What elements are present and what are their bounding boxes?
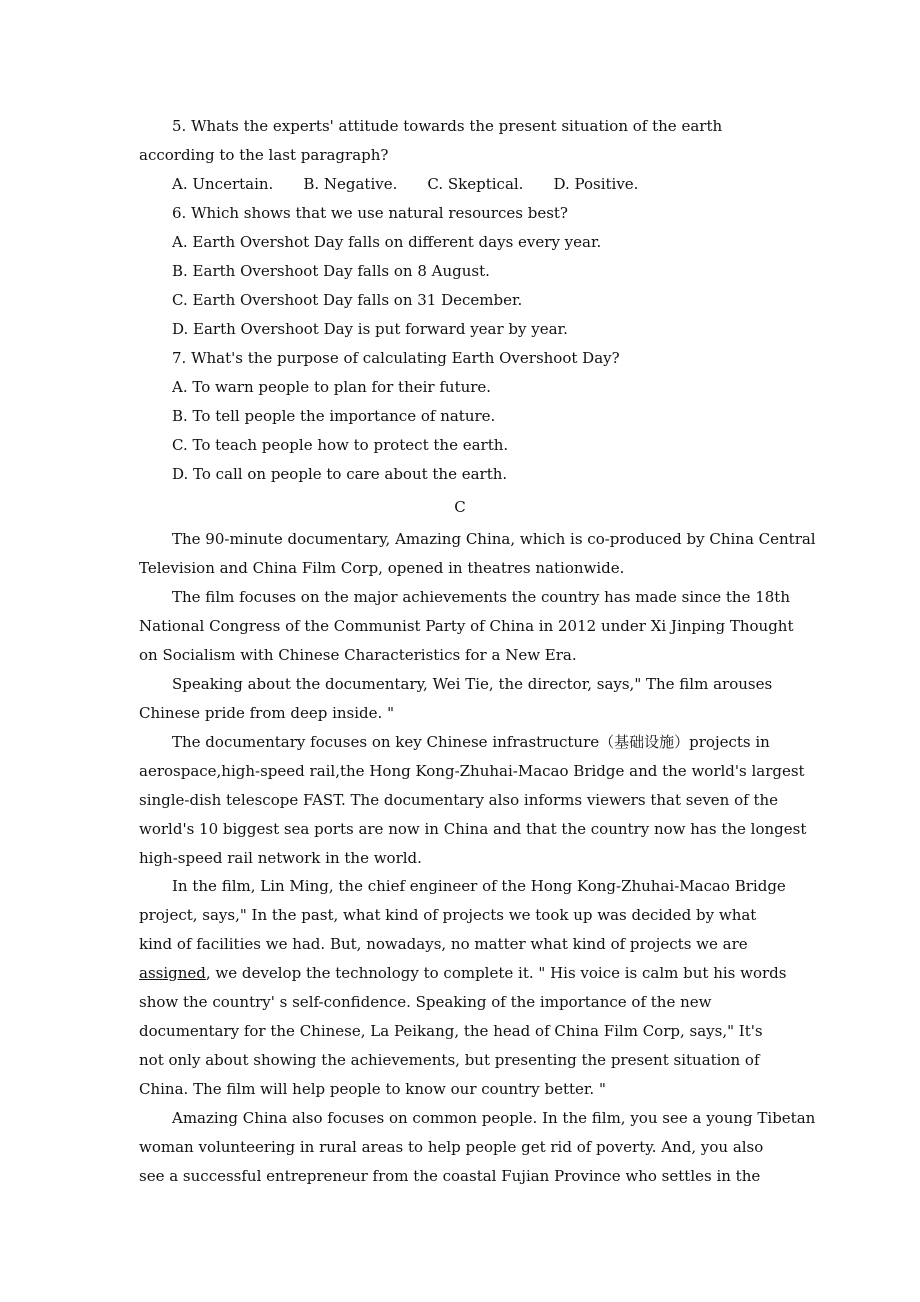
q7-option-c: C. To teach people how to protect the earth.	[172, 436, 509, 454]
q5-option-a: A. Uncertain.	[172, 175, 274, 193]
q7-option-a: A. To warn people to plan for their future.	[172, 378, 492, 396]
p1-line-2: Television and China Film Corp, opened in theatres nationwide.	[139, 559, 625, 577]
p3-line-1: Speaking about the documentary, Wei Tie, the director, says," The film arouses	[172, 675, 773, 693]
p5-line-5: show the country' s self-confidence. Speaking of the importance of the new	[139, 993, 712, 1011]
q7-option-d: D. To call on people to care about the earth.	[172, 465, 508, 483]
underlined-word-assigned: assigned	[139, 964, 206, 982]
q6-option-d: D. Earth Overshoot Day is put forward year by year.	[172, 320, 568, 338]
p6-line-3: see a successful entrepreneur from the coastal Fujian Province who settles in the	[139, 1167, 761, 1185]
p5-line-3: kind of facilities we had. But, nowadays, no matter what kind of projects we are	[139, 935, 748, 953]
p3-line-2: Chinese pride from deep inside. "	[139, 704, 394, 722]
p6-line-1: Amazing China also focuses on common people. In the film, you see a young Tibetan	[172, 1109, 816, 1127]
p4-line-4: world's 10 biggest sea ports are now in China and that the country now has the longest	[139, 820, 807, 838]
p4-line-2: aerospace,high-speed rail,the Hong Kong-Zhuhai-Macao Bridge and the world's largest	[139, 762, 805, 780]
q7-option-b: B. To tell people the importance of nature.	[172, 407, 496, 425]
p2-line-1: The film focuses on the major achievements the country has made since the 18th	[172, 588, 790, 606]
p2-line-3: on Socialism with Chinese Characteristics for a New Era.	[139, 646, 577, 664]
q6-option-b: B. Earth Overshoot Day falls on 8 August.	[172, 262, 490, 280]
p6-line-2: woman volunteering in rural areas to help people get rid of poverty. And, you also	[139, 1138, 764, 1156]
q5-stem-line-1: 5. Whats the experts' attitude towards the present situation of the earth	[172, 117, 723, 135]
section-label: C	[454, 498, 466, 516]
q5-option-d: D. Positive.	[553, 175, 639, 193]
q6-stem: 6. Which shows that we use natural resources best?	[172, 204, 568, 222]
p5-line-7: not only about showing the achievements, but presenting the present situation of	[139, 1051, 760, 1069]
p4-line-5: high-speed rail network in the world.	[139, 849, 422, 867]
q5-option-c: C. Skeptical.	[427, 175, 524, 193]
p5-line-4-rest: , we develop the technology to complete it. " His voice is calm but his words	[205, 964, 787, 982]
p5-line-8: China. The film will help people to know our country better. "	[139, 1080, 606, 1098]
q6-option-a: A. Earth Overshot Day falls on different days every year.	[172, 233, 602, 251]
q5-option-b: B. Negative.	[303, 175, 398, 193]
p2-line-2: National Congress of the Communist Party of China in 2012 under Xi Jinping Thought	[139, 617, 794, 635]
p5-line-2: project, says," In the past, what kind of projects we took up was decided by what	[139, 906, 757, 924]
p4-line-1: The documentary focuses on key Chinese infrastructure（基础设施）projects in	[172, 733, 770, 751]
p1-line-1: The 90-minute documentary, Amazing China, which is co-produced by China Central	[172, 530, 816, 548]
q5-options	[172, 174, 872, 194]
p5-line-1: In the film, Lin Ming, the chief engineer of the Hong Kong-Zhuhai-Macao Bridge	[172, 877, 786, 895]
q7-stem: 7. What's the purpose of calculating Earth Overshoot Day?	[172, 349, 620, 367]
p5-line-4	[139, 963, 839, 983]
q5-stem-line-2: according to the last paragraph?	[139, 146, 389, 164]
q6-option-c: C. Earth Overshoot Day falls on 31 December.	[172, 291, 523, 309]
p4-line-3: single-dish telescope FAST. The documentary also informs viewers that seven of the	[139, 791, 779, 809]
p5-line-6: documentary for the Chinese, La Peikang, the head of China Film Corp, says," It's	[139, 1022, 763, 1040]
